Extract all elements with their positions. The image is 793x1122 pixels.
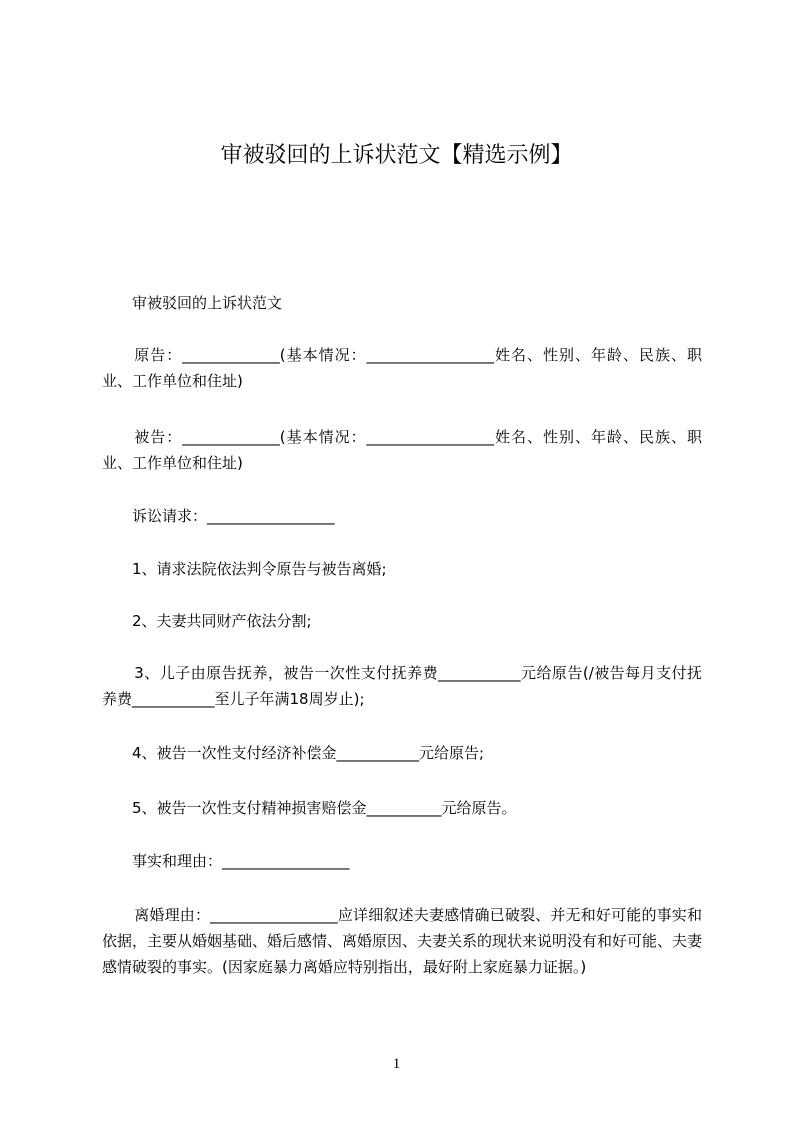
claim-item-3: 3、儿子由原告抚养，被告一次性支付抚养费___________元给原告(/被告每月支付抚养费___________至儿子年满18周岁止);: [102, 664, 702, 708]
plaintiff-paragraph: 原告：_____________(基本情况：_________________姓名、性别、年龄、民族、职业、工作单位和住址): [102, 346, 702, 390]
claims-heading: 诉讼请求：_________________: [132, 507, 335, 525]
divorce-reasons-paragraph: 离婚理由：_________________应详细叙述夫妻感情确已破裂、并无和好可能的事实和依据，主要从婚姻基础、婚后感情、离婚原因、夫妻关系的现状来说明没有和好可能、夫妻感情破裂的事实。(因家庭暴力离婚应特别指出，最好附上家庭暴力证据。): [102, 906, 703, 976]
subtitle-paragraph: 审被驳回的上诉状范文: [132, 294, 283, 312]
document-title: 审被驳回的上诉状范文【精选示例】: [220, 143, 573, 168]
facts-heading: 事实和理由：_________________: [132, 852, 350, 870]
defendant-paragraph: 被告：_____________(基本情况：_________________姓名、性别、年龄、民族、职业、工作单位和住址): [102, 428, 702, 472]
claim-item-5: 5、被告一次性支付精神损害赔偿金__________元给原告。: [132, 799, 517, 817]
claim-item-2: 2、夫妻共同财产依法分割;: [132, 612, 312, 630]
claim-item-4: 4、被告一次性支付经济补偿金___________元给原告;: [132, 744, 485, 762]
claim-item-1: 1、请求法院依法判令原告与被告离婚;: [132, 560, 387, 578]
page-number: 1: [392, 1056, 401, 1072]
